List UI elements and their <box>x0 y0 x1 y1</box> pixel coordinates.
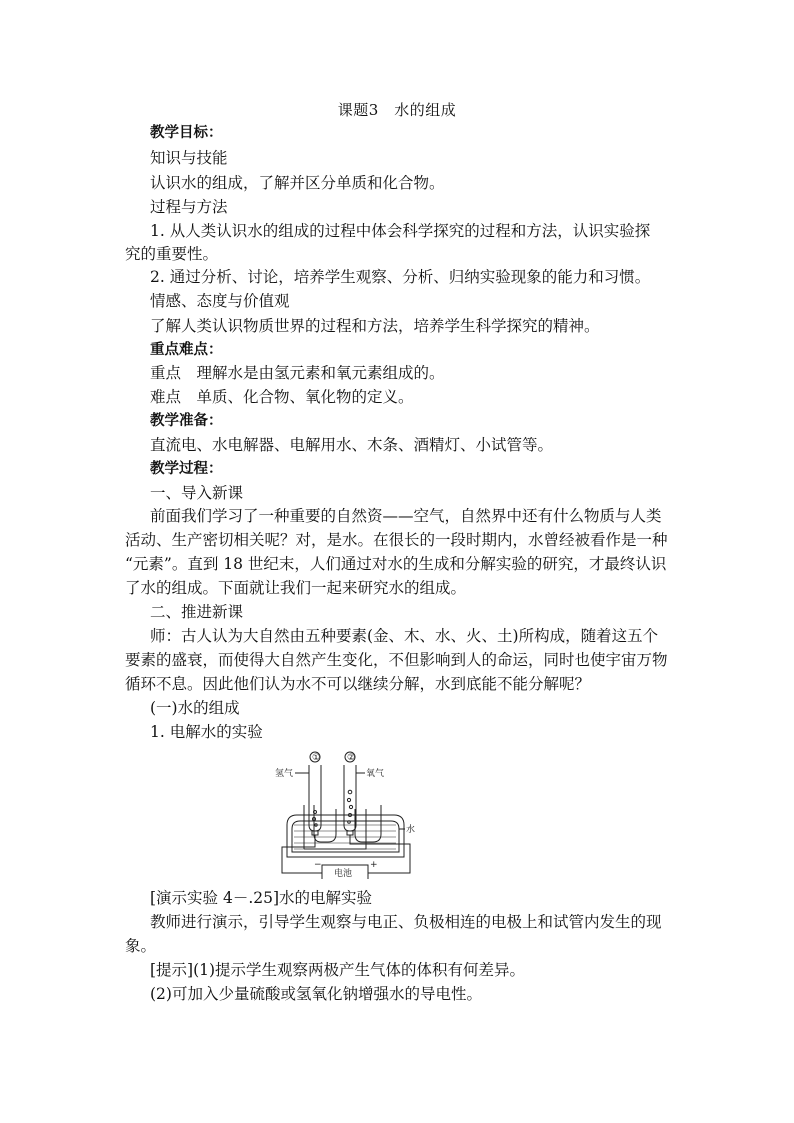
paragraph-line: 教师进行演示，引导学生观察与电正、负极相连的电极上和试管内发生的现 <box>150 913 662 931</box>
paragraph-line: 前面我们学习了一种重要的自然资——空气，自然界中还有什么物质与人类 <box>150 507 662 525</box>
paragraph-line: 1. 从人类认识水的组成的过程中体会科学探究的过程和方法，认识实验探 <box>150 222 651 240</box>
electrolysis-diagram <box>270 749 420 879</box>
paragraph-line: 直流电、水电解器、电解用水、木条、酒精灯、小试管等。 <box>150 436 554 454</box>
heading-objectives: 教学目标： <box>150 125 223 141</box>
bubble <box>348 821 351 824</box>
heading-process: 教学过程： <box>150 461 223 477</box>
bubble <box>347 798 350 801</box>
negative-sign: − <box>314 860 322 870</box>
paragraph-line: 难点 单质、化合物、氧化物的定义。 <box>150 388 414 406</box>
bubble <box>349 805 352 808</box>
paragraph-line: 循环不息。因此他们认为水不可以继续分解，水到底能不能分解呢？ <box>125 675 591 693</box>
paragraph-line: 了解人类认识物质世界的过程和方法，培养学生科学探究的精神。 <box>150 317 600 335</box>
heading-key-points: 重点难点： <box>150 342 223 358</box>
subsection-heading: 1. 电解水的实验 <box>150 723 263 741</box>
electrolysis-apparatus-figure <box>270 749 420 879</box>
battery-label: 电池 <box>334 869 353 879</box>
subheading-attitude: 情感、态度与价值观 <box>150 292 290 310</box>
paragraph-line: 认识水的组成，了解并区分单质和化合物。 <box>150 174 445 192</box>
paragraph-line: 究的重要性。 <box>125 245 219 263</box>
paragraph-line: 活动、生产密切相关呢？对，是水。在很长的一段时期内，水曾经被看作是一种 <box>125 531 668 549</box>
electrode-negative <box>312 831 318 835</box>
oxygen-label: 氧气 <box>366 769 385 779</box>
paragraph-line: (2)可加入少量硫酸或氢氧化钠增强水的导电性。 <box>150 985 482 1003</box>
water-label: 水 <box>406 825 416 835</box>
paragraph-line: [提示](1)提示学生观察两极产生气体的体积有何差异。 <box>150 961 526 979</box>
subheading-process: 过程与方法 <box>150 198 228 216</box>
bubble <box>314 811 317 814</box>
tube-number-1: ① <box>312 753 321 763</box>
tube-number-2: ② <box>347 753 356 763</box>
subsection-heading: (一)水的组成 <box>150 699 240 717</box>
positive-sign: + <box>370 860 378 870</box>
paragraph-line: 师：古人认为大自然由五种要素(金、木、水、火、土)所构成，随着这五个 <box>150 627 659 645</box>
lesson-title: 课题3 水的组成 <box>337 101 457 119</box>
section-heading: 一、导入新课 <box>150 484 244 502</box>
section-heading: 二、推进新课 <box>150 603 244 621</box>
wire-positive <box>350 835 410 873</box>
paragraph-line: 要素的盛衰，而使得大自然产生变化，不但影响到人的命运，同时也使宇宙万物 <box>125 651 668 669</box>
subheading-knowledge: 知识与技能 <box>150 149 228 167</box>
electrode-positive <box>347 831 353 835</box>
bubble <box>348 790 352 794</box>
paragraph-line: “元素”。直到 18 世纪末，人们通过对水的生成和分解实验的研究，才最终认识 <box>125 555 667 573</box>
hydrogen-label: 氢气 <box>275 769 294 779</box>
left-u-tube <box>304 805 345 849</box>
paragraph-line: 重点 理解水是由氢元素和氧元素组成的。 <box>150 364 445 382</box>
paragraph-line: [演示实验 4－.25]水的电解实验 <box>150 889 373 907</box>
paragraph-line: 了水的组成。下面就让我们一起来研究水的组成。 <box>125 579 467 597</box>
paragraph-line: 象。 <box>125 937 157 955</box>
heading-preparation: 教学准备： <box>150 413 223 429</box>
paragraph-line: 2. 通过分析、讨论，培养学生观察、分析、归纳实验现象的能力和习惯。 <box>150 268 651 286</box>
